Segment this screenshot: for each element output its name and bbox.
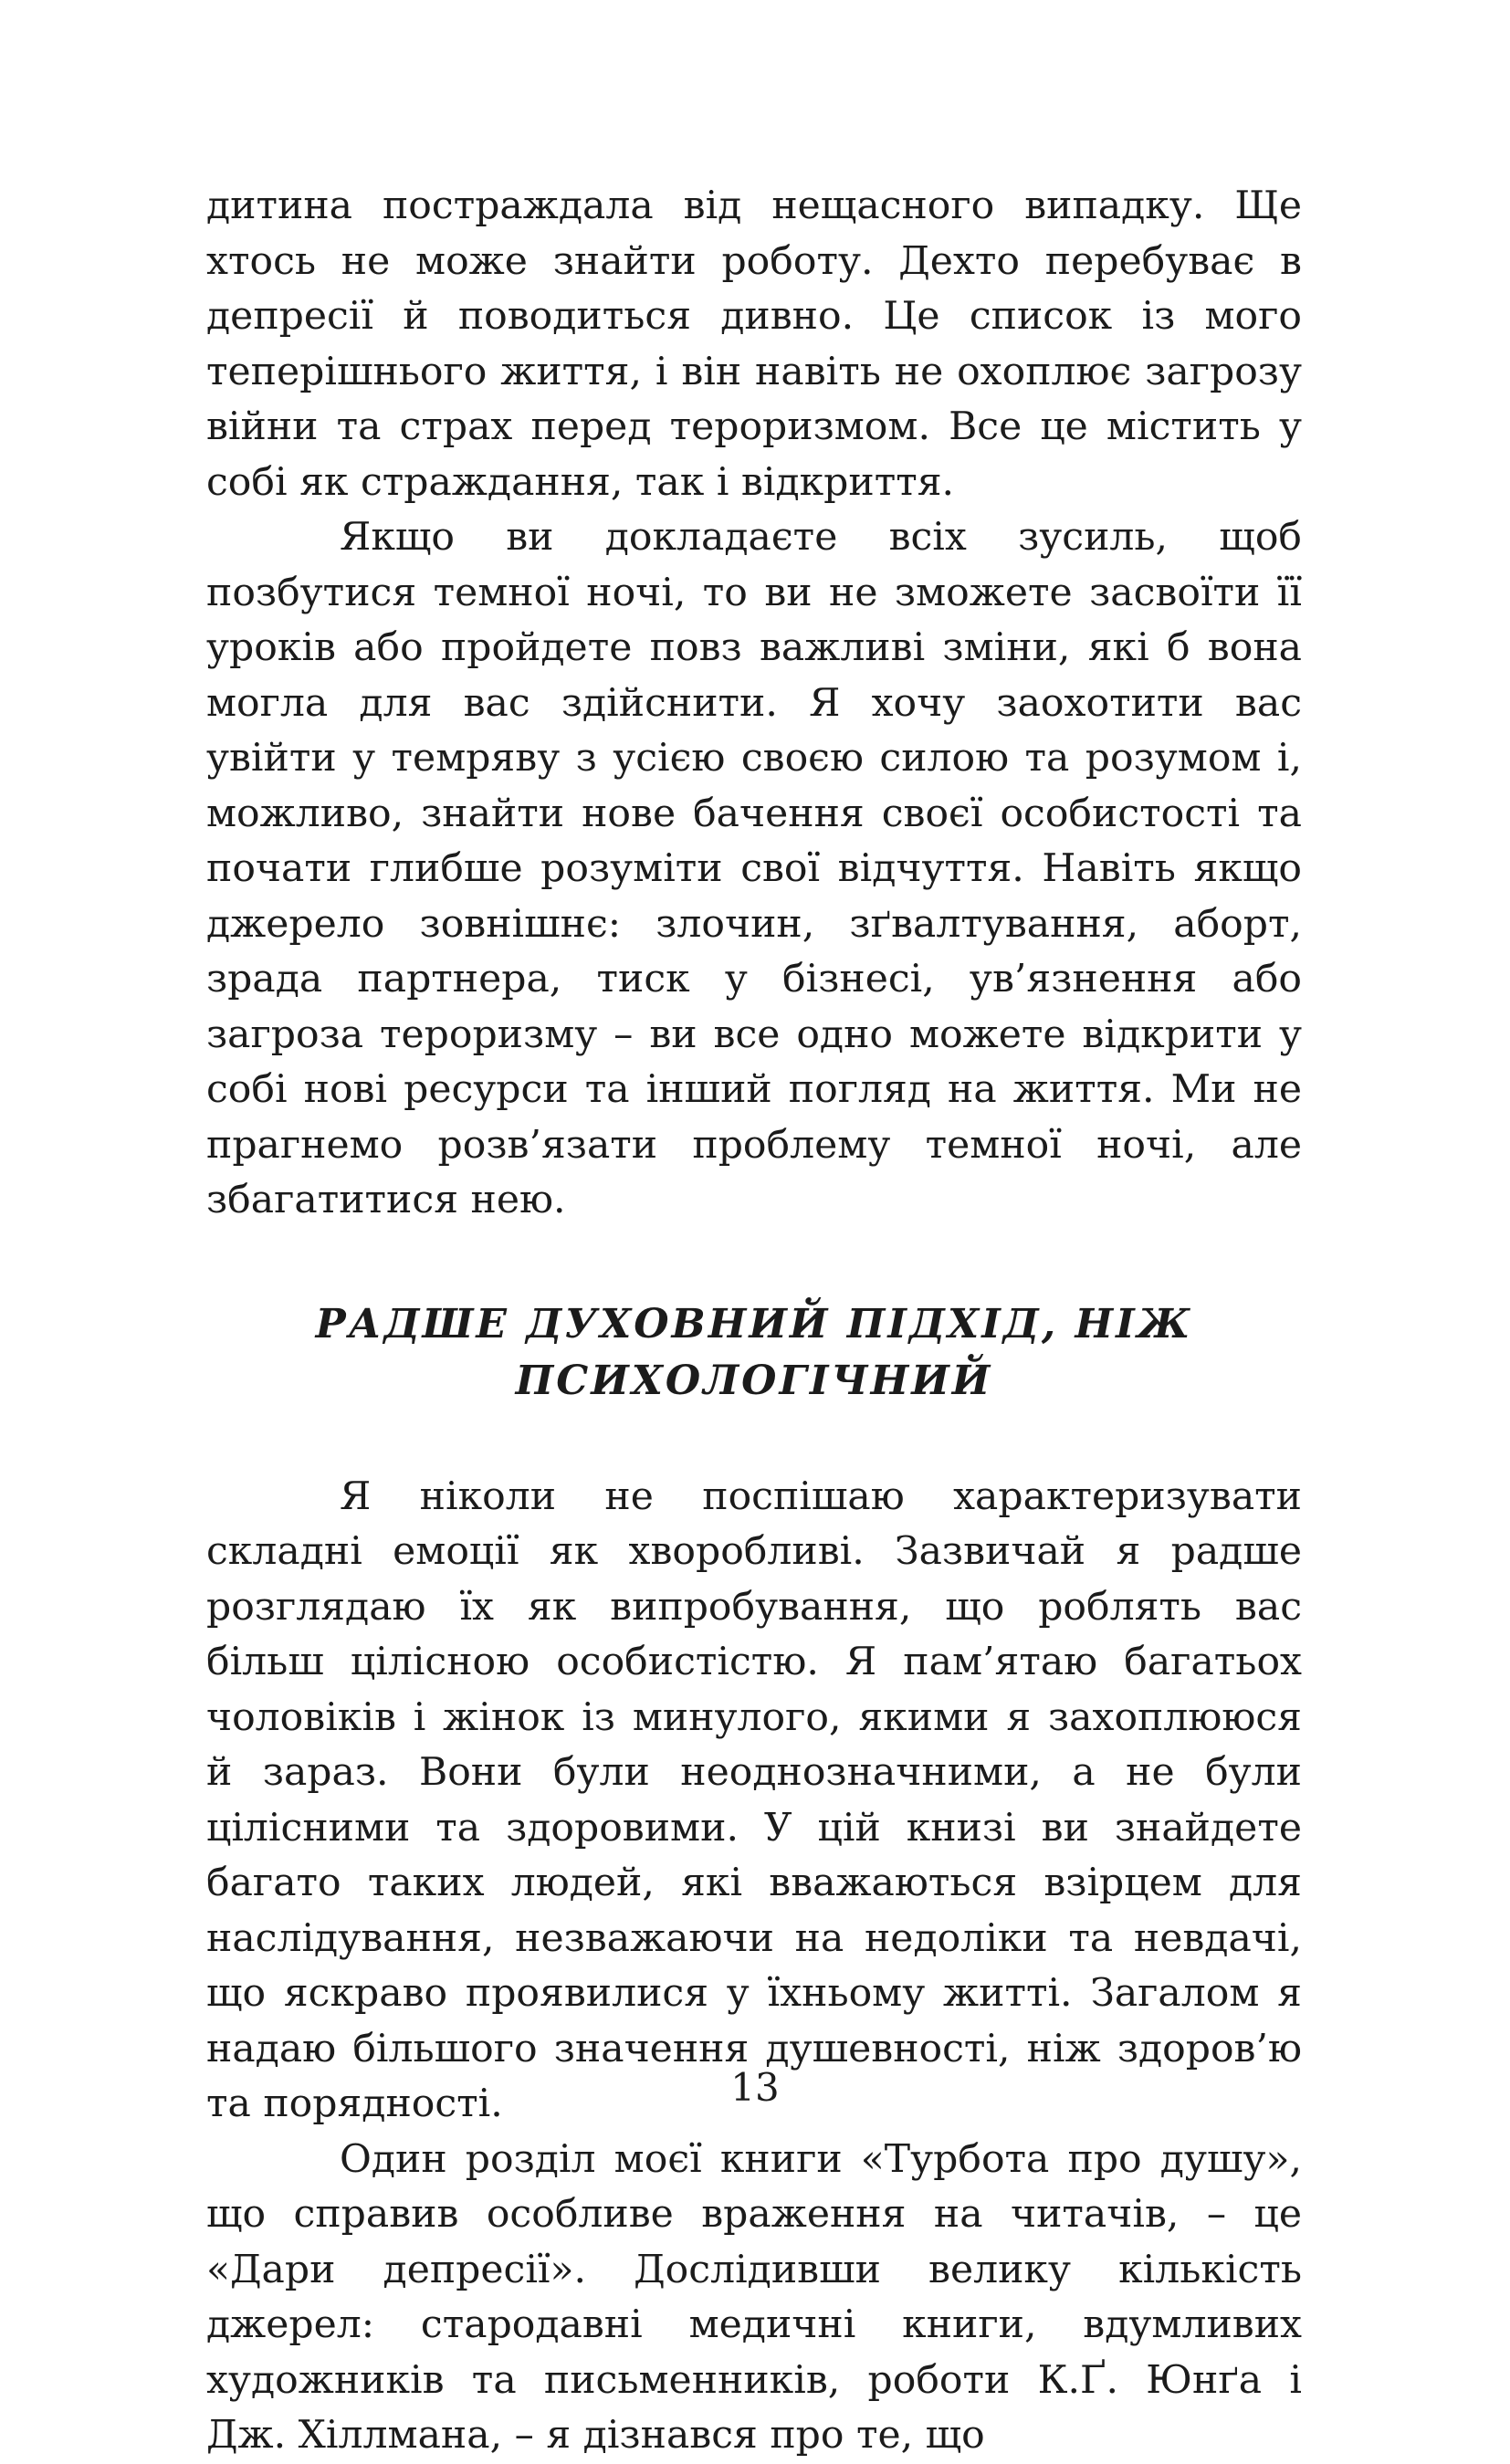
paragraph-3: Я ніколи не поспішаю характеризувати складні емоції як хворобливі. Зазвичай я радше розглядаю їх як випробування, що роблять вас більш цілісною особистістю. Я пам’ятаю багатьох чоловіків і жінок із минулого, якими я захоплююся й зараз. Вони були неоднозначними, а не були цілісними та здоровими. У цій книзі ви знайдете багато таких людей, які вважаються взірцем для наслідування, незважаючи на недоліки та невдачі, що яскраво проявилися у їхньому житті. Загалом я надаю більшого значення душевності, ніж здоров’ю та порядності. — [206, 1473, 1302, 2126]
paragraph-1: дитина постраждала від нещасного випадку. Ще хтось не може знайти роботу. Дехто перебуває в депресії й поводиться дивно. Це список із мого теперішнього життя, і він навіть не охоплює загрозу війни та страх перед тероризмом. Все це містить у собі як страждання, так і відкриття. — [206, 183, 1302, 505]
section-heading-line-2: ПСИХОЛОГІЧНИЙ — [515, 1357, 993, 1404]
section-heading — [206, 1296, 1302, 1410]
paragraph-2: Якщо ви докладаєте всіх зусиль, щоб позбутися темної ночі, то ви не зможете засвоїти її уроків або пройдете повз важливі зміни, які б вона могла для вас здійснити. Я хочу заохотити вас увійти у темряву з усією своєю силою та розумом і, можливо, знайти нове бачення своєї особистості та почати глибше розуміти свої відчуття. Навіть якщо джерело зовнішнє: злочин, зґвалтування, аборт, зрада партнера, тиск у бізнесі, ув’язнення або загроза тероризму – ви все одно можете відкрити у собі нові ресурси та інший погляд на життя. Ми не прагнемо розв’язати проблему темної ночі, але збагатитися нею. — [206, 515, 1302, 1222]
paragraph-4: Один розділ моєї книги «Турбота про душу», що справив особливе враження на читачів, – це «Дари депресії». Дослідивши велику кількість джерел: стародавні медичні книги, вдумливих художників та письменників, роботи К.Ґ. Юнґа і Дж. Хіллмана, – я дізнався про те, що — [206, 2136, 1302, 2458]
section-heading-line-1: РАДШЕ ДУХОВНИЙ ПІДХІД, НІЖ — [315, 1300, 1193, 1347]
page-body — [206, 179, 1302, 2464]
page-number: 13 — [730, 2065, 780, 2110]
